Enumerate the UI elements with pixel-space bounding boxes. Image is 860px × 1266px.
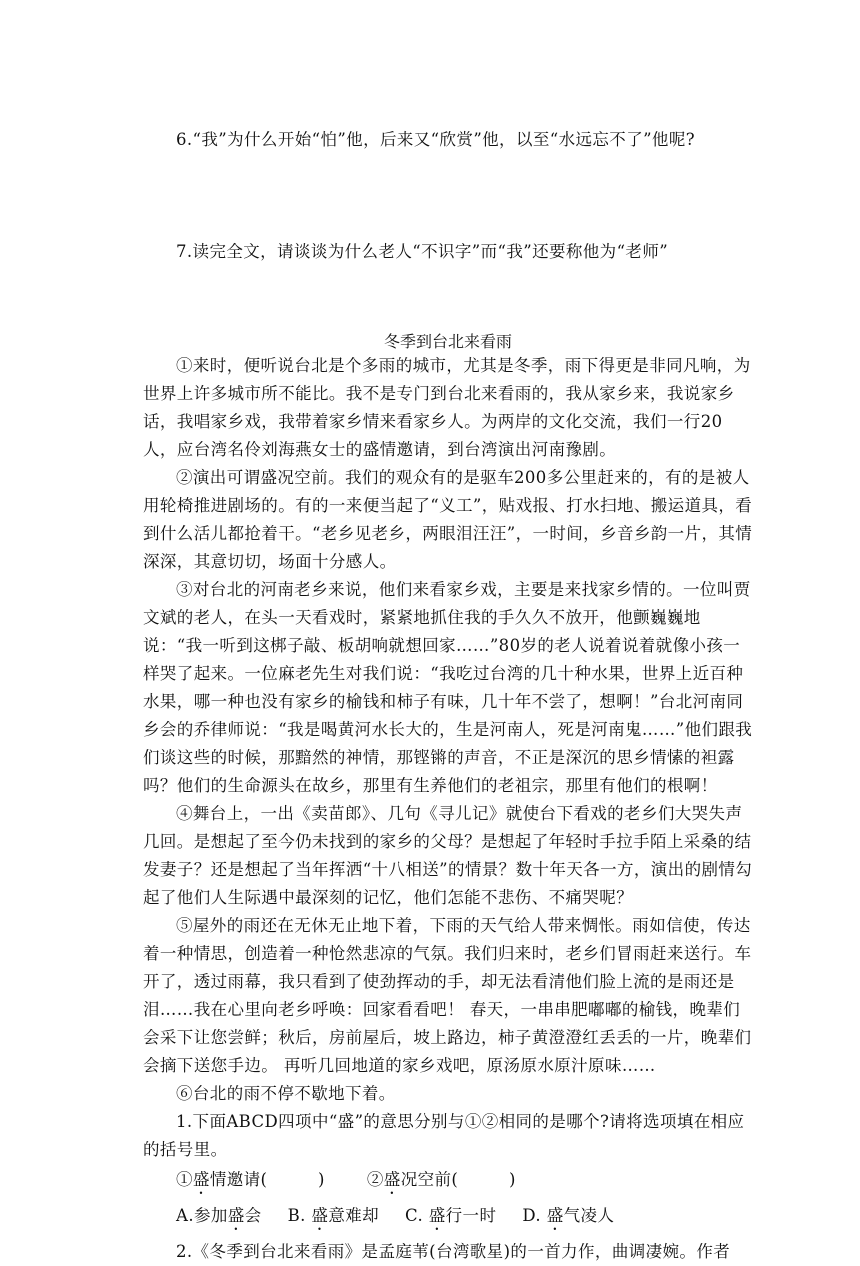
question-1-stem: 1.下面ABCD四项中“盛”的意思分别与①②相同的是哪个?请将选项填在相应的括号里。 [143, 1112, 745, 1159]
paragraph-1: ①来时，便听说台北是个多雨的城市，尤其是冬季，雨下得更是非同凡响，为世界上许多城市所不能比。我不是专门到台北来看雨的，我从家乡来，我说家乡话，我唱家乡戏，我带着家乡情来看家乡人。为两岸的文化交流，我们一行20人，应台湾名伶刘海燕女士的盛情邀请，到台湾演出河南豫剧。 [143, 356, 751, 459]
paragraph-4: ④舞台上，一出《卖苗郎》、几句《寻儿记》就使台下看戏的老乡们大哭失声几回。是想起了至今仍未找到的家乡的父母？是想起了年轻时手拉手陌上采桑的结发妻子？还是想起了当年挥洒“十八相送”的情景？数十年天各一方，演出的剧情勾起了他们人生际遇中最深刻的记忆，他们怎能不悲伤、不痛哭呢？ [143, 804, 753, 907]
option-b-label: B. [287, 1206, 312, 1225]
emphasized-char: 盛 [428, 1206, 446, 1225]
paragraph-2: ②演出可谓盛况空前。我们的观众有的是驱车200多公里赶来的，有的是被人用轮椅推进剧场的。有的一来便当起了“义工”，贴戏报、打水扫地、搬运道具，看到什么活儿都抢着干。“老乡见老乡，两眼泪汪汪”，一时间，乡音乡韵一片，其情深深，其意切切，场面十分感人。 [143, 468, 753, 571]
question-2-stem: 2.《冬季到台北来看雨》是孟庭苇(台湾歌星)的一首力作，曲调凄婉。作者 [176, 1242, 731, 1261]
option-c-rest: 行一时 [445, 1206, 497, 1225]
paragraph-3: ③对台北的河南老乡来说，他们来看家乡戏，主要是来找家乡情的。一位叫贾文斌的老人，在头一天看戏时，紧紧地抓住我的手久久不放开，他颤巍巍地说：“我一听到这梆子敲、板胡响就想回家……”80岁的老人说着说着就像小孩一样哭了起来。一位麻老先生对我们说：“我吃过台湾的几十种水果，世界上近百种水果，哪一种也没有家乡的榆钱和柿子有味，几十年不尝了，想啊！”台北河南同乡会的乔律师说：“我是喝黄河水长大的，生是河南人，死是河南鬼……”他们跟我们谈这些的时候，那黯然的神情，那铿锵的声音，不正是深沉的思乡情愫的袒露吗？他们的生命源头在故乡，那里有生养他们的老祖宗，那里有他们的根啊！ [143, 580, 753, 795]
blank-2-text: 况空前( ) [400, 1170, 516, 1189]
emphasized-char: 盛 [383, 1170, 401, 1189]
emphasized-char: 盛 [227, 1206, 245, 1225]
question-1-options [143, 1202, 753, 1234]
blank-1-num: ① [176, 1170, 193, 1189]
option-a-rest: 会 [244, 1206, 262, 1225]
paragraph-6: ⑥台北的雨不停不歇地下着。 [176, 1084, 396, 1103]
question-1-blanks [143, 1166, 753, 1198]
article-title: 冬季到台北来看雨 [383, 332, 512, 351]
emphasized-char: 盛 [192, 1170, 210, 1189]
emphasized-char: 盛 [311, 1206, 329, 1225]
paragraph-5: ⑤屋外的雨还在无休无止地下着，下雨的天气给人带来惆怅。雨如信使，传达着一种情思，创造着一种怆然悲凉的气氛。我们归来时，老乡们冒雨赶来送行。车开了，透过雨幕，我只看到了使劲挥动的手，却无法看清他们脸上流的是雨还是泪……我在心里向老乡呼唤：回家看看吧！ 春天，一串串肥嘟嘟的榆钱，晚辈们会采下让您尝鲜；秋后，房前屋后，坡上路边，柿子黄澄澄红丢丢的一片，晚辈们会摘下送您手边。 再听几回地道的家乡戏吧，原汤原水原汁原味…… [143, 916, 752, 1075]
option-b-rest: 意难却 [328, 1206, 380, 1225]
option-d-label: D. [522, 1206, 547, 1225]
blank-1[interactable] [176, 1170, 325, 1189]
article-body [143, 352, 753, 1266]
option-a-label: A.参加 [176, 1206, 228, 1225]
emphasized-char: 盛 [546, 1206, 564, 1225]
blank-1-text: 情邀请( ) [209, 1170, 325, 1189]
question-7: 7.读完全文，请谈谈为什么老人“不识字”而“我”还要称他为“老师” [176, 242, 669, 261]
option-c-label: C. [405, 1206, 429, 1225]
blank-2-num: ② [366, 1170, 384, 1189]
option-d-rest: 气凌人 [563, 1206, 615, 1225]
question-6: 6.“我”为什么开始“怕”他，后来又“欣赏”他，以至“水远忘不了”他呢? [176, 130, 695, 149]
blank-2[interactable] [367, 1170, 516, 1189]
